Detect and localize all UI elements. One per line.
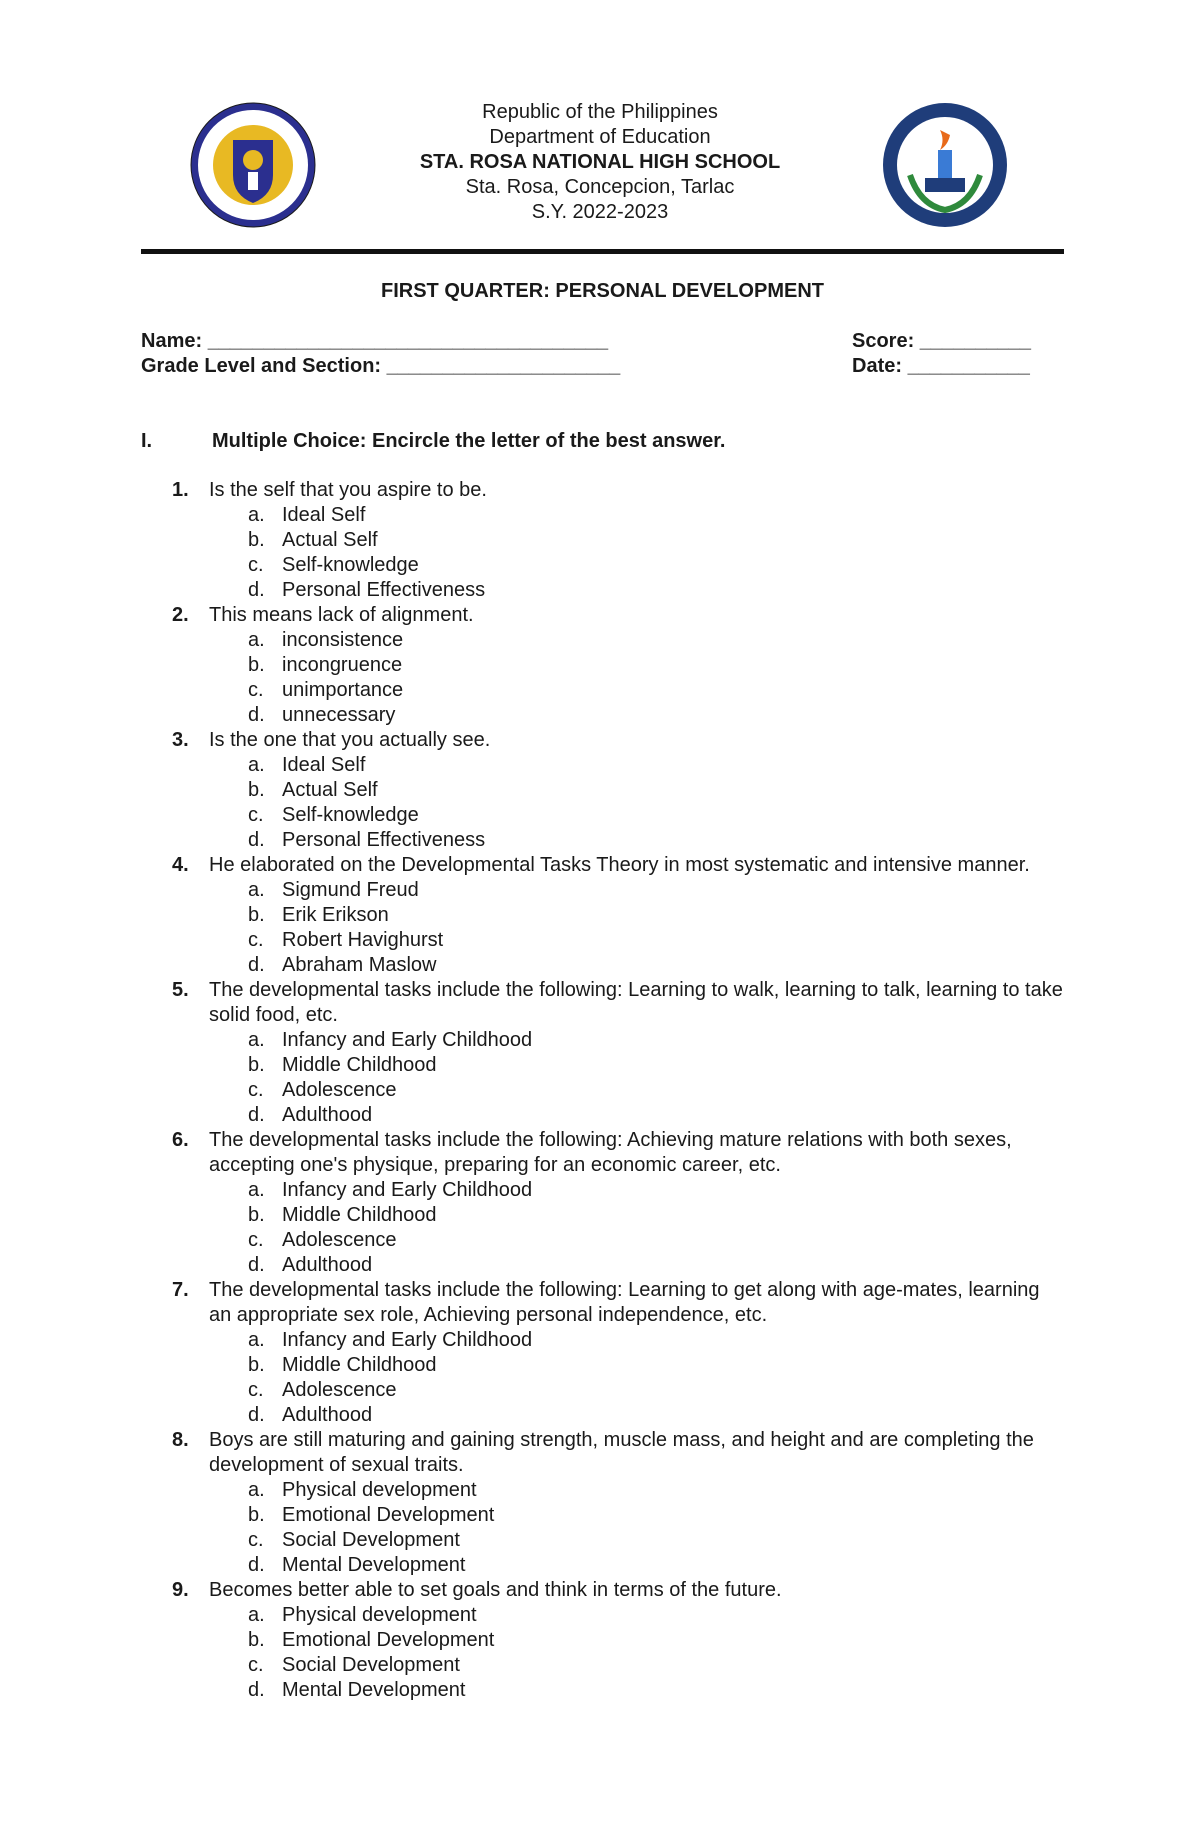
question-number: 4.	[172, 854, 189, 876]
question-number: 5.	[172, 979, 189, 1001]
option-letter[interactable]: c.	[248, 679, 264, 701]
deped-seal-icon	[188, 100, 318, 230]
answer-option[interactable]	[141, 1228, 1064, 1253]
answer-option[interactable]	[141, 1103, 1064, 1128]
option-text: Infancy and Early Childhood	[282, 1329, 533, 1351]
answer-option[interactable]	[141, 1078, 1064, 1103]
option-text: Erik Erikson	[282, 904, 389, 926]
option-text: Middle Childhood	[282, 1354, 437, 1376]
school-address: Sta. Rosa, Concepcion, Tarlac	[465, 176, 735, 198]
option-text: Adolescence	[282, 1379, 397, 1401]
answer-option[interactable]	[141, 528, 1064, 553]
answer-option[interactable]	[141, 1678, 1064, 1703]
option-text: Self-knowledge	[282, 804, 419, 826]
option-text: Infancy and Early Childhood	[282, 1179, 533, 1201]
question-text: The developmental tasks include the following: Learning to get along with age-mates, learning an appropriate sex role, Achieving personal independence, etc.	[209, 1279, 1040, 1326]
answer-option[interactable]	[141, 1628, 1064, 1653]
question-item	[141, 1278, 1064, 1328]
option-text: Emotional Development	[282, 1504, 495, 1526]
option-text: Self-knowledge	[282, 554, 419, 576]
date-field[interactable]: Date: ___________	[852, 355, 1030, 377]
question-item	[141, 978, 1064, 1028]
question-text: This means lack of alignment.	[209, 604, 474, 626]
option-letter[interactable]: c.	[248, 804, 264, 826]
option-letter[interactable]: c.	[248, 1379, 264, 1401]
option-letter[interactable]: b.	[248, 529, 265, 551]
option-text: Ideal Self	[282, 504, 366, 526]
exam-title: FIRST QUARTER: PERSONAL DEVELOPMENT	[381, 280, 824, 302]
answer-option[interactable]	[141, 828, 1064, 853]
question-item	[141, 728, 1064, 753]
option-letter[interactable]: a.	[248, 629, 265, 651]
option-letter[interactable]: b.	[248, 1054, 265, 1076]
school-name: STA. ROSA NATIONAL HIGH SCHOOL	[419, 151, 781, 173]
question-text: Boys are still maturing and gaining strength, muscle mass, and height and are completing the development of sexual traits.	[209, 1429, 1034, 1476]
answer-option[interactable]	[141, 878, 1064, 903]
answer-option[interactable]	[141, 1178, 1064, 1203]
option-text: Social Development	[282, 1654, 460, 1676]
option-text: Emotional Development	[282, 1629, 495, 1651]
option-letter[interactable]: b.	[248, 904, 265, 926]
option-letter[interactable]: b.	[248, 654, 265, 676]
answer-option[interactable]	[141, 578, 1064, 603]
section-instruction: Multiple Choice: Encircle the letter of the best answer.	[212, 430, 726, 452]
answer-option[interactable]	[141, 1653, 1064, 1678]
option-text: incongruence	[282, 654, 403, 676]
option-letter[interactable]: c.	[248, 1529, 264, 1551]
answer-option[interactable]	[141, 1553, 1064, 1578]
option-text: Mental Development	[282, 1679, 466, 1701]
option-letter[interactable]: c.	[248, 1229, 264, 1251]
option-letter[interactable]: b.	[248, 1354, 265, 1376]
option-text: Personal Effectiveness	[282, 829, 486, 851]
option-text: Middle Childhood	[282, 1054, 437, 1076]
option-text: Mental Development	[282, 1554, 466, 1576]
option-letter[interactable]: d.	[248, 1679, 265, 1701]
option-letter[interactable]: a.	[248, 1179, 265, 1201]
question-item	[141, 1578, 1064, 1603]
answer-option[interactable]	[141, 1603, 1064, 1628]
grade-section-field[interactable]: Grade Level and Section: _____________________	[141, 355, 621, 377]
answer-option[interactable]	[141, 753, 1064, 778]
question-list	[141, 478, 1064, 1703]
option-letter[interactable]: d.	[248, 1554, 265, 1576]
option-text: Physical development	[282, 1604, 477, 1626]
header-divider	[141, 249, 1064, 254]
question-text: Is the one that you actually see.	[209, 729, 491, 751]
answer-option[interactable]	[141, 803, 1064, 828]
answer-option[interactable]	[141, 928, 1064, 953]
option-text: Adolescence	[282, 1079, 397, 1101]
answer-option[interactable]	[141, 1253, 1064, 1278]
question-number: 8.	[172, 1429, 189, 1451]
option-letter[interactable]: a.	[248, 879, 265, 901]
section-number: I.	[141, 430, 153, 452]
answer-option[interactable]	[141, 903, 1064, 928]
option-letter[interactable]: a.	[248, 504, 265, 526]
option-letter[interactable]: d.	[248, 704, 265, 726]
option-text: Adolescence	[282, 1229, 397, 1251]
option-letter[interactable]: d.	[248, 579, 265, 601]
answer-option[interactable]	[141, 953, 1064, 978]
answer-option[interactable]	[141, 1378, 1064, 1403]
option-letter[interactable]: a.	[248, 1479, 265, 1501]
question-number: 3.	[172, 729, 189, 751]
option-letter[interactable]: d.	[248, 1254, 265, 1276]
answer-option[interactable]	[141, 1528, 1064, 1553]
department-line: Department of Education	[489, 126, 711, 148]
option-letter[interactable]: c.	[248, 1654, 264, 1676]
option-letter[interactable]: a.	[248, 1029, 265, 1051]
question-text: He elaborated on the Developmental Tasks Theory in most systematic and intensive manner.	[209, 854, 1030, 876]
name-field[interactable]: Name: ____________________________________	[141, 330, 609, 352]
option-letter[interactable]: b.	[248, 1629, 265, 1651]
answer-option[interactable]	[141, 1028, 1064, 1053]
option-text: Personal Effectiveness	[282, 579, 486, 601]
question-number: 1.	[172, 479, 189, 501]
option-text: unimportance	[282, 679, 404, 701]
score-field[interactable]: Score: __________	[852, 330, 1032, 352]
option-text: Actual Self	[282, 779, 378, 801]
option-text: Ideal Self	[282, 754, 366, 776]
answer-option[interactable]	[141, 1403, 1064, 1428]
option-text: Adulthood	[282, 1254, 373, 1276]
answer-option[interactable]	[141, 503, 1064, 528]
option-text: Adulthood	[282, 1104, 373, 1126]
option-letter[interactable]: d.	[248, 954, 265, 976]
question-text: Becomes better able to set goals and think in terms of the future.	[209, 1579, 782, 1601]
question-item	[141, 603, 1064, 628]
school-year: S.Y. 2022-2023	[531, 201, 669, 223]
question-item	[141, 478, 1064, 503]
option-letter[interactable]: d.	[248, 1404, 265, 1426]
answer-option[interactable]	[141, 653, 1064, 678]
question-item	[141, 1428, 1064, 1478]
grade-date-row	[141, 355, 1064, 378]
question-item	[141, 1128, 1064, 1178]
option-text: Abraham Maslow	[282, 954, 437, 976]
option-text: Actual Self	[282, 529, 378, 551]
section-heading	[141, 430, 725, 453]
option-text: Infancy and Early Childhood	[282, 1029, 533, 1051]
answer-option[interactable]	[141, 1328, 1064, 1353]
option-text: Social Development	[282, 1529, 460, 1551]
question-text: The developmental tasks include the following: Achieving mature relations with both sexes, accepting one's physique, preparing for an economic career, etc.	[209, 1129, 1012, 1176]
option-text: inconsistence	[282, 629, 404, 651]
option-text: Robert Havighurst	[282, 929, 444, 951]
answer-option[interactable]	[141, 1053, 1064, 1078]
name-score-row	[141, 330, 1064, 353]
option-letter[interactable]: c.	[248, 1079, 264, 1101]
option-letter[interactable]: a.	[248, 1604, 265, 1626]
answer-option[interactable]	[141, 703, 1064, 728]
option-text: Sigmund Freud	[282, 879, 419, 901]
letterhead	[300, 100, 900, 225]
question-number: 6.	[172, 1129, 189, 1151]
answer-option[interactable]	[141, 1203, 1064, 1228]
option-letter[interactable]: c.	[248, 929, 264, 951]
answer-option[interactable]	[141, 1503, 1064, 1528]
republic-line: Republic of the Philippines	[482, 101, 718, 123]
answer-option[interactable]	[141, 628, 1064, 653]
option-letter[interactable]: d.	[248, 1104, 265, 1126]
question-number: 7.	[172, 1279, 189, 1301]
answer-option[interactable]	[141, 778, 1064, 803]
question-number: 9.	[172, 1579, 189, 1601]
option-letter[interactable]: b.	[248, 1504, 265, 1526]
question-text: Is the self that you aspire to be.	[209, 479, 487, 501]
answer-option[interactable]	[141, 553, 1064, 578]
option-letter[interactable]: d.	[248, 829, 265, 851]
option-letter[interactable]: b.	[248, 1204, 265, 1226]
question-number: 2.	[172, 604, 189, 626]
option-letter[interactable]: a.	[248, 1329, 265, 1351]
option-text: Middle Childhood	[282, 1204, 437, 1226]
option-letter[interactable]: b.	[248, 779, 265, 801]
question-item	[141, 853, 1064, 878]
option-letter[interactable]: c.	[248, 554, 264, 576]
option-text: unnecessary	[282, 704, 396, 726]
answer-option[interactable]	[141, 1478, 1064, 1503]
answer-option[interactable]	[141, 1353, 1064, 1378]
option-text: Adulthood	[282, 1404, 373, 1426]
option-text: Physical development	[282, 1479, 477, 1501]
question-text: The developmental tasks include the following: Learning to walk, learning to talk, learning to take solid food, etc.	[209, 979, 1063, 1026]
option-letter[interactable]: a.	[248, 754, 265, 776]
answer-option[interactable]	[141, 678, 1064, 703]
